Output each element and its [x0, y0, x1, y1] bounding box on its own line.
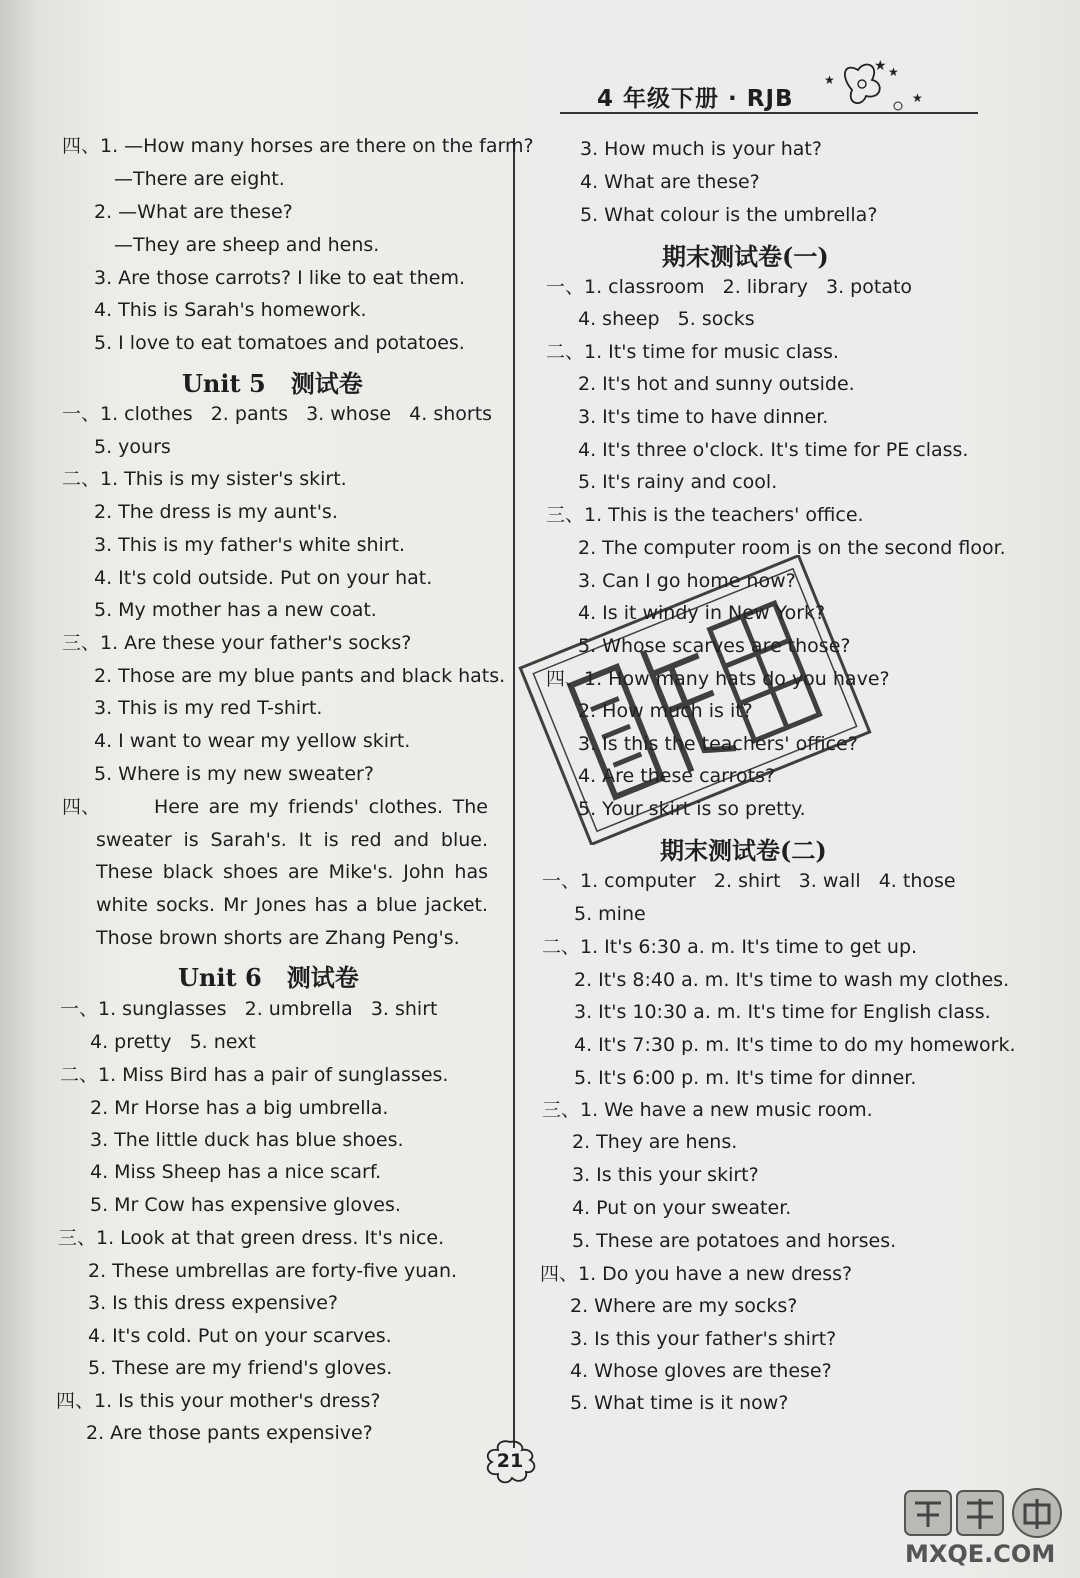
answer-line: 4. It's cold. Put on your scarves. — [88, 1325, 392, 1347]
answer-line: 4. What are these? — [580, 171, 760, 193]
page-number: 21 — [496, 1450, 524, 1472]
answer-line: 4. Miss Sheep has a nice scarf. — [90, 1161, 382, 1183]
answer-line: 三、1. This is the teachers' office. — [546, 504, 864, 526]
answer-line: 3. Is this your skirt? — [572, 1164, 759, 1186]
answer-line: 二、1. It's time for music class. — [546, 341, 839, 363]
answer-line: 2. Are those pants expensive? — [86, 1422, 373, 1444]
section-heading-unit6: Unit 6 测试卷 — [178, 963, 359, 992]
paragraph-answer: Here are my friends' clothes. The sweater is Sarah's. It is red and blue. These black shoes are Mike's. John has white socks. Mr Jones has a blue jacket. Those brown shorts are Zhang Peng's. — [96, 796, 488, 949]
answer-line: 一、1. sunglasses 2. umbrella 3. shirt — [60, 998, 438, 1020]
answer-line: 三、1. We have a new music room. — [542, 1099, 873, 1121]
answer-line: 5. It's rainy and cool. — [578, 471, 778, 493]
answer-line: 四、1. Is this your mother's dress? — [56, 1390, 381, 1412]
answer-line: 5. Where is my new sweater? — [94, 763, 374, 785]
answer-line: 5. mine — [574, 903, 646, 925]
answer-line: 4. It's 7:30 p. m. It's time to do my homework. — [574, 1034, 1016, 1056]
answer-line: 4. Whose gloves are these? — [570, 1360, 832, 1382]
section-heading-final1: 期末测试卷(一) — [662, 242, 829, 271]
answer-line: 2. The dress is my aunt's. — [94, 501, 338, 523]
answer-line: 5. I love to eat tomatoes and potatoes. — [94, 332, 465, 354]
answer-line: 四、1. How many hats do you have? — [546, 668, 890, 690]
answer-line: 2. Those are my blue pants and black hats. — [94, 665, 506, 687]
answer-line: 三、1. Look at that green dress. It's nice. — [58, 1227, 445, 1249]
svg-text:★: ★ — [912, 91, 923, 105]
answer-line: 4. I want to wear my yellow skirt. — [94, 730, 411, 752]
answer-line: 二、1. This is my sister's skirt. — [62, 468, 347, 490]
answer-line: 一、1. classroom 2. library 3. potato — [546, 276, 913, 298]
answer-line: 5. yours — [94, 436, 171, 458]
answer-line: 3. Is this your father's shirt? — [570, 1328, 837, 1350]
answer-line: 3. It's 10:30 a. m. It's time for English class. — [574, 1001, 991, 1023]
page-header-title: 4 年级下册 · RJB — [597, 86, 794, 112]
answer-line: 2. How much is it? — [578, 700, 753, 722]
star-butterfly-icon — [818, 56, 938, 116]
answer-line: 4. This is Sarah's homework. — [94, 299, 367, 321]
answer-line: 四、1. —How many horses are there on the farm? — [62, 135, 534, 157]
answer-line: 3. How much is your hat? — [580, 138, 822, 160]
answer-line: 5. Your skirt is so pretty. — [578, 798, 806, 820]
answer-line: 2. Where are my socks? — [570, 1295, 798, 1317]
answer-line: 一、1. computer 2. shirt 3. wall 4. those — [542, 870, 956, 892]
svg-text:★: ★ — [874, 58, 887, 74]
answer-line: 3. The little duck has blue shoes. — [90, 1129, 404, 1151]
watermark-text: MXQE.COM — [905, 1540, 1056, 1568]
answer-line: 5. These are my friend's gloves. — [88, 1357, 393, 1379]
answer-line: 3. Is this the teachers' office? — [578, 733, 858, 755]
answer-line: 二、1. It's 6:30 a. m. It's time to get up. — [542, 936, 918, 958]
section-heading-unit5: Unit 5 测试卷 — [182, 369, 363, 398]
page-number-wrap — [480, 1438, 540, 1486]
answer-line: 3. It's time to have dinner. — [578, 406, 829, 428]
answer-line: —They are sheep and hens. — [114, 234, 380, 256]
answer-line: 3. Are those carrots? I like to eat them. — [94, 267, 466, 289]
answer-line: 2. These umbrellas are forty-five yuan. — [88, 1260, 458, 1282]
svg-text:★: ★ — [824, 73, 835, 87]
answer-line: 4. Is it windy in New York? — [578, 602, 826, 624]
answer-line: 四、1. Do you have a new dress? — [540, 1263, 853, 1285]
answer-line: 5. My mother has a new coat. — [94, 599, 377, 621]
answer-line: 3. This is my red T-shirt. — [94, 697, 323, 719]
section-label: 四、 — [62, 796, 101, 818]
answer-line: —There are eight. — [114, 168, 285, 190]
answer-line: 3. This is my father's white shirt. — [94, 534, 406, 556]
header-rule — [560, 112, 978, 114]
answer-line: 一、1. clothes 2. pants 3. whose 4. shorts — [62, 403, 493, 425]
answer-line: 5. What time is it now? — [570, 1392, 789, 1414]
answer-line: 2. It's 8:40 a. m. It's time to wash my clothes. — [574, 969, 1010, 991]
answer-line: 三、1. Are these your father's socks? — [62, 632, 412, 654]
answer-line: 4. Are these carrots? — [578, 765, 776, 787]
svg-text:★: ★ — [888, 65, 899, 79]
answer-line: 5. What colour is the umbrella? — [580, 204, 878, 226]
answer-line: 4. It's cold outside. Put on your hat. — [94, 567, 433, 589]
section-heading-final2: 期末测试卷(二) — [660, 836, 827, 865]
answer-line: 2. They are hens. — [572, 1131, 738, 1153]
answer-line: 4. pretty 5. next — [90, 1031, 256, 1053]
answer-line: 2. The computer room is on the second floor. — [578, 537, 1006, 559]
answer-line: 5. Mr Cow has expensive gloves. — [90, 1194, 401, 1216]
answer-line: 5. It's 6:00 p. m. It's time for dinner. — [574, 1067, 917, 1089]
answer-line: 3. Is this dress expensive? — [88, 1292, 338, 1314]
answer-line: 2. It's hot and sunny outside. — [578, 373, 855, 395]
answer-line: 2. Mr Horse has a big umbrella. — [90, 1097, 389, 1119]
answer-line: 4. sheep 5. socks — [578, 308, 755, 330]
answer-line: 5. These are potatoes and horses. — [572, 1230, 897, 1252]
column-divider — [513, 138, 515, 1448]
answer-line: 4. Put on your sweater. — [572, 1197, 792, 1219]
answer-line: 4. It's three o'clock. It's time for PE class. — [578, 439, 969, 461]
answer-line: 二、1. Miss Bird has a pair of sunglasses. — [60, 1064, 449, 1086]
answer-line: 2. —What are these? — [94, 201, 293, 223]
answer-line: 5. Whose scarves are those? — [578, 635, 851, 657]
answer-line: 3. Can I go home now? — [578, 570, 796, 592]
